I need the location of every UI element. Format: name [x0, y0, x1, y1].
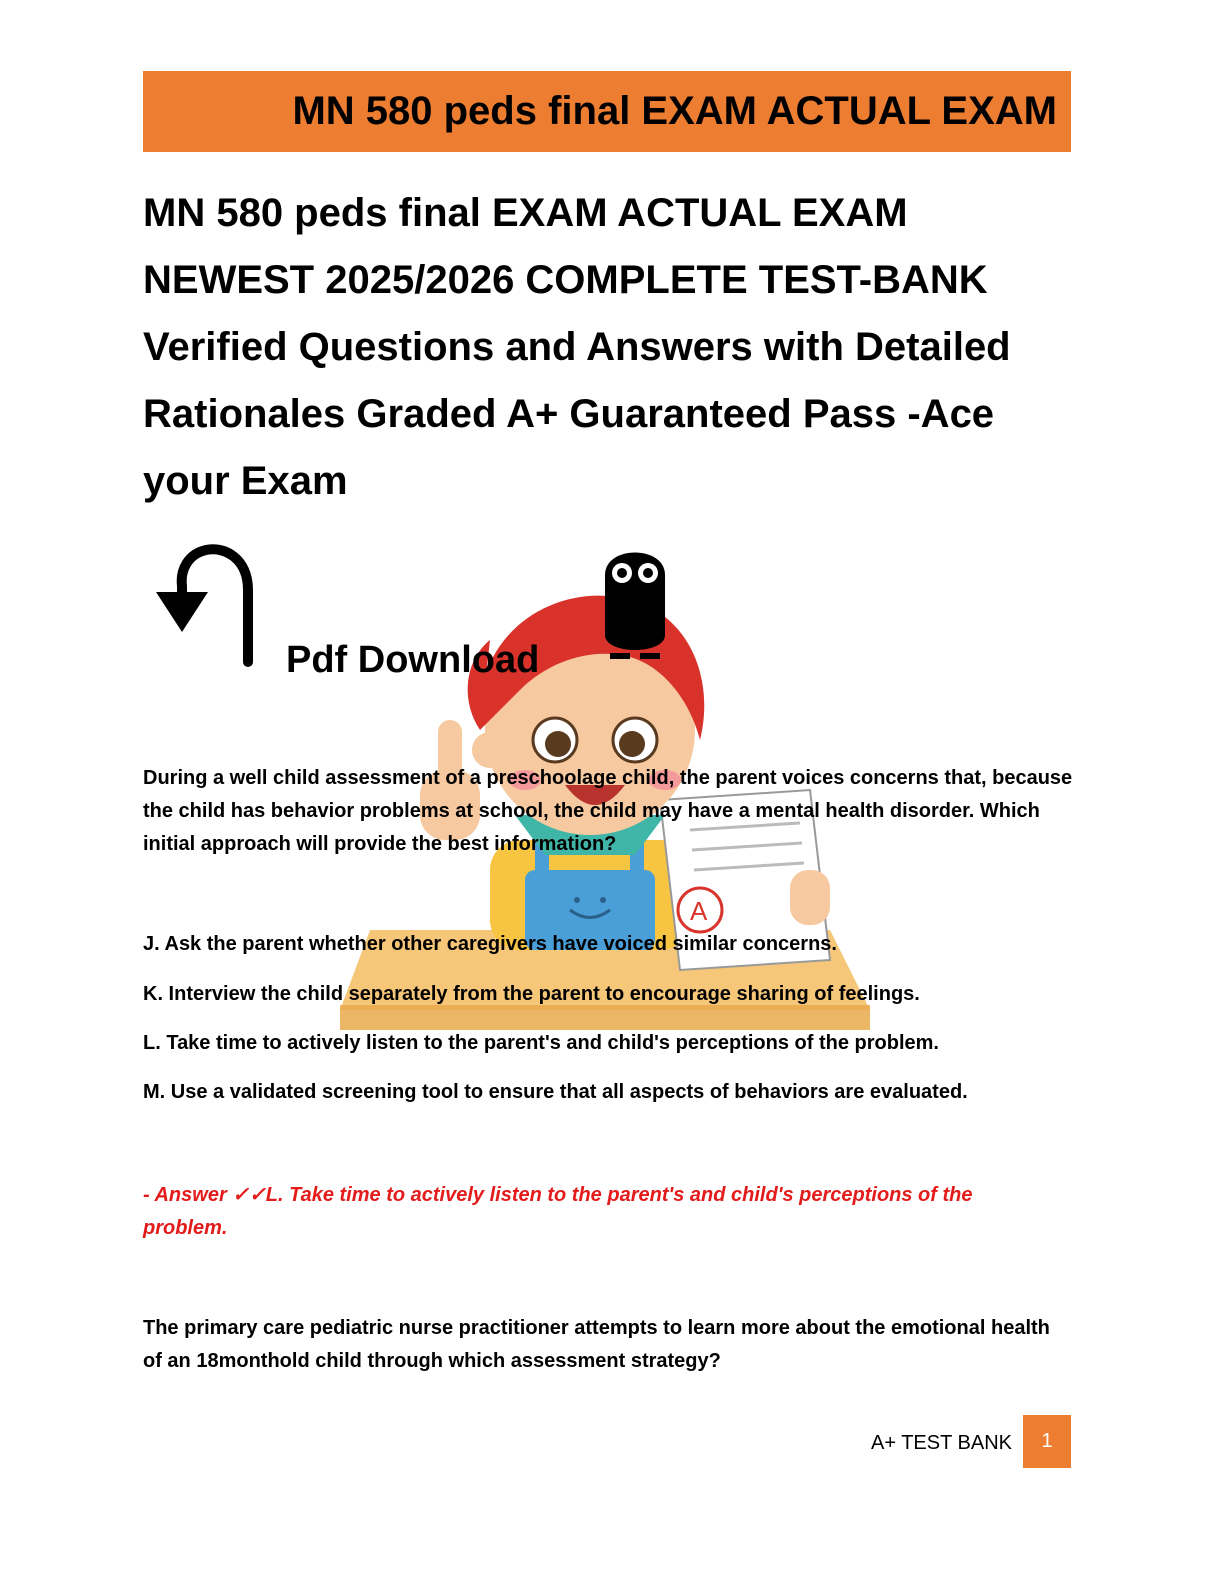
- question-1-answer: - Answer ✓✓L. Take time to actively listen to the parent's and child's perceptions of the problem.: [143, 1184, 973, 1239]
- svg-text:A: A: [690, 896, 708, 926]
- document-title: MN 580 peds final EXAM ACTUAL EXAM NEWEST 2025/2026 COMPLETE TEST-BANK Verified Questions and Answers with Detailed Rationales Graded A+ Guaranteed Pass -Ace your Exam: [143, 191, 1011, 503]
- header-banner: [143, 71, 1071, 152]
- question-1-option-j: J. Ask the parent whether other caregivers have voiced similar concerns.: [143, 933, 837, 955]
- question-1-option-m: M. Use a validated screening tool to ensure that all aspects of behaviors are evaluated.: [143, 1081, 968, 1103]
- back-arrow-icon[interactable]: [150, 540, 270, 670]
- question-1-option-k: K. Interview the child separately from the parent to encourage sharing of feelings.: [143, 983, 920, 1005]
- question-2-text: The primary care pediatric nurse practitioner attempts to learn more about the emotional health of an 18monthold child through which assessment strategy?: [143, 1317, 1050, 1372]
- pdf-download-link[interactable]: Pdf Download: [286, 639, 540, 681]
- banner-title: MN 580 peds final EXAM ACTUAL EXAM: [292, 89, 1057, 133]
- footer-label: A+ TEST BANK: [871, 1432, 1012, 1454]
- question-1-option-l: L. Take time to actively listen to the parent's and child's perceptions of the problem.: [143, 1032, 939, 1054]
- question-1-text: During a well child assessment of a preschoolage child, the parent voices concerns that, because the child has behavior problems at school, the child may have a mental health disorder. Which initial approach will provide the best information?: [143, 767, 1073, 855]
- page-number-badge: 1: [1023, 1415, 1071, 1468]
